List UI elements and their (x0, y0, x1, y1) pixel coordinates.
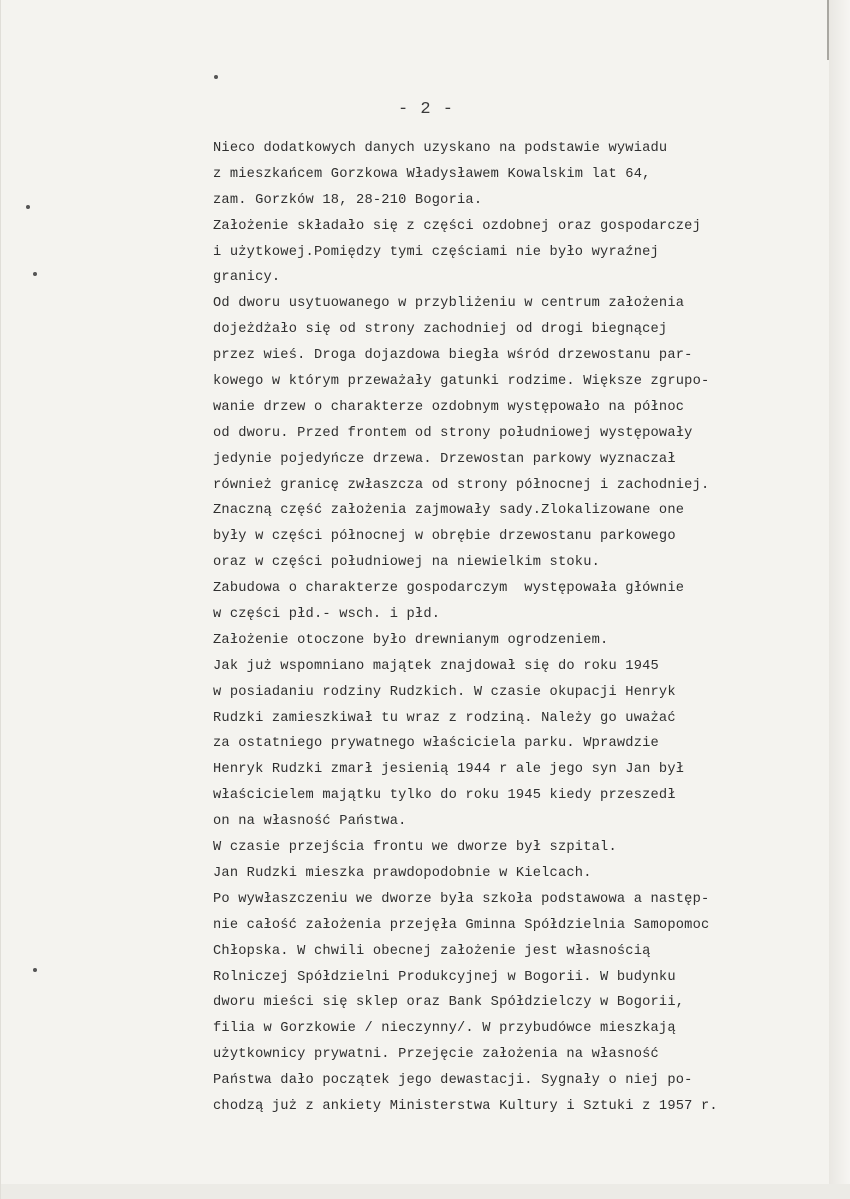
text-line: Chłopska. W chwili obecnej założenie jest własnością (213, 943, 651, 959)
text-line: granicy. (213, 270, 281, 286)
text-line: nie całość założenia przejęła Gminna Spółdzielnia Samopomoc (213, 917, 710, 933)
text-line: od dworu. Przed frontem od strony południowej występowały (213, 425, 693, 441)
text-line: Rudzki zamieszkiwał tu wraz z rodziną. Należy go uważać (213, 710, 676, 726)
text-line: Znaczną część założenia zajmowały sady.Zlokalizowane one (213, 503, 685, 519)
punch-dot (33, 968, 37, 972)
text-line: Założenie otoczone było drewnianym ogrodzeniem. (213, 632, 609, 648)
text-line: dojeżdżało się od strony zachodniej od drogi biegnącej (213, 322, 668, 338)
paper-crease (827, 0, 829, 60)
text-line: on na własność Państwa. (213, 814, 407, 830)
page-number: - 2 - (397, 100, 454, 119)
page-edge-shadow (829, 0, 850, 1199)
text-line: Od dworu usytuowanego w przybliżeniu w centrum założenia (213, 296, 685, 312)
punch-dot (214, 75, 218, 79)
text-line: i użytkowej.Pomiędzy tymi częściami nie było wyraźnej (213, 244, 659, 260)
text-line: w części płd.- wsch. i płd. (213, 607, 441, 623)
text-line: wanie drzew o charakterze ozdobnym występowało na północ (213, 399, 685, 415)
text-line: Po wywłaszczeniu we dworze była szkoła podstawowa a następ- (213, 891, 710, 907)
text-line: Założenie składało się z części ozdobnej oraz gospodarczej (213, 218, 702, 234)
text-line: Rolniczej Spółdzielni Produkcyjnej w Bogorii. W budynku (213, 969, 676, 985)
text-line: z mieszkańcem Gorzkowa Władysławem Kowalskim lat 64, (213, 166, 651, 182)
text-line: dworu mieści się sklep oraz Bank Spółdzielczy w Bogorii, (213, 995, 685, 1011)
text-line: Zabudowa o charakterze gospodarczym występowała głównie (213, 581, 685, 597)
text-line: były w części północnej w obrębie drzewostanu parkowego (213, 529, 676, 545)
text-line: Henryk Rudzki zmarł jesienią 1944 r ale jego syn Jan był (213, 762, 685, 778)
text-line: przez wieś. Droga dojazdowa biegła wśród drzewostanu par- (213, 348, 693, 364)
text-line: zam. Gorzków 18, 28-210 Bogoria. (213, 192, 483, 208)
text-line: filia w Gorzkowie / nieczynny/. W przybudówce mieszkają (213, 1021, 676, 1037)
text-line: użytkownicy prywatni. Przejęcie założenia na własność (213, 1047, 659, 1063)
text-line: Jan Rudzki mieszka prawdopodobnie w Kielcach. (213, 865, 592, 881)
punch-dot (33, 272, 37, 276)
text-line: w posiadaniu rodziny Rudzkich. W czasie okupacji Henryk (213, 684, 676, 700)
text-line: Nieco dodatkowych danych uzyskano na podstawie wywiadu (213, 141, 668, 156)
punch-dot (26, 205, 30, 209)
typed-body-text (213, 136, 825, 1120)
text-line: za ostatniego prywatnego właściciela parku. Wprawdzie (213, 736, 659, 752)
text-line: kowego w którym przeważały gatunki rodzime. Większe zgrupo- (213, 374, 710, 390)
text-line: Państwa dało początek jego dewastacji. Sygnały o niej po- (213, 1073, 693, 1089)
text-line: również granicę zwłaszcza od strony północnej i zachodniej. (213, 477, 710, 493)
text-line: jedynie pojedyńcze drzewa. Drzewostan parkowy wyznaczał (213, 451, 676, 467)
page-bottom-edge (1, 1184, 850, 1199)
text-line: Jak już wspomniano majątek znajdował się do roku 1945 (213, 658, 659, 674)
text-line: chodzą już z ankiety Ministerstwa Kultury i Sztuki z 1957 r. (213, 1098, 718, 1114)
text-line: właścicielem majątku tylko do roku 1945 kiedy przeszedł (213, 788, 676, 804)
text-line: W czasie przejścia frontu we dworze był szpital. (213, 840, 617, 856)
text-line: oraz w części południowej na niewielkim stoku. (213, 555, 601, 571)
